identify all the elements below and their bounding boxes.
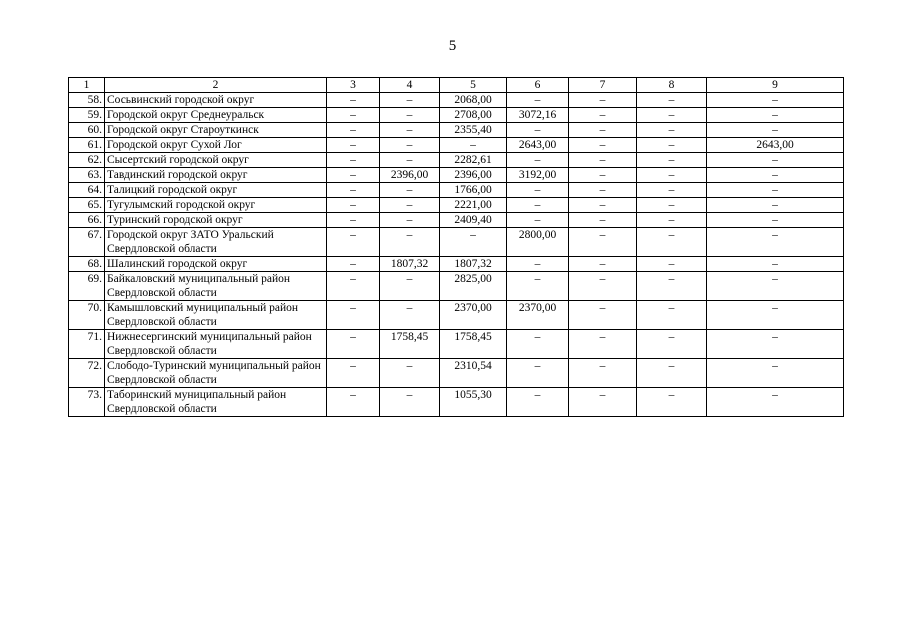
value-cell-3: – <box>327 93 380 108</box>
table-row <box>69 228 844 257</box>
value-cell-5: 2370,00 <box>440 301 507 330</box>
municipality-name-cell: Тавдинский городской округ <box>105 168 327 183</box>
value-cell-3: – <box>327 359 380 388</box>
table-row <box>69 153 844 168</box>
value-cell-9: – <box>707 257 844 272</box>
row-number-cell: 66. <box>69 213 105 228</box>
value-cell-4: 1758,45 <box>380 330 440 359</box>
value-cell-5: 1807,32 <box>440 257 507 272</box>
value-cell-3: – <box>327 168 380 183</box>
municipality-name-cell: Туринский городской округ <box>105 213 327 228</box>
value-cell-7: – <box>569 93 637 108</box>
value-cell-8: – <box>637 257 707 272</box>
value-cell-8: – <box>637 213 707 228</box>
table-row <box>69 272 844 301</box>
value-cell-5: 2409,40 <box>440 213 507 228</box>
value-cell-8: – <box>637 198 707 213</box>
row-number-cell: 68. <box>69 257 105 272</box>
value-cell-9: – <box>707 93 844 108</box>
value-cell-6: 3072,16 <box>507 108 569 123</box>
column-header: 3 <box>327 78 380 93</box>
value-cell-8: – <box>637 330 707 359</box>
value-cell-3: – <box>327 213 380 228</box>
municipality-name-cell: Слободо-Туринский муниципальный район Свердловской области <box>105 359 327 388</box>
value-cell-6: 2800,00 <box>507 228 569 257</box>
value-cell-9: – <box>707 123 844 138</box>
value-cell-7: – <box>569 388 637 417</box>
value-cell-8: – <box>637 108 707 123</box>
table-body <box>69 93 844 417</box>
value-cell-6: – <box>507 359 569 388</box>
value-cell-4: – <box>380 359 440 388</box>
municipality-name-cell: Сысертский городской округ <box>105 153 327 168</box>
value-cell-5: 2282,61 <box>440 153 507 168</box>
value-cell-5: 2221,00 <box>440 198 507 213</box>
column-header: 8 <box>637 78 707 93</box>
row-number-cell: 58. <box>69 93 105 108</box>
table-row <box>69 359 844 388</box>
column-header: 1 <box>69 78 105 93</box>
table-row <box>69 213 844 228</box>
value-cell-9: – <box>707 213 844 228</box>
municipality-name-cell: Таборинский муниципальный район Свердловской области <box>105 388 327 417</box>
table-row <box>69 108 844 123</box>
value-cell-8: – <box>637 183 707 198</box>
municipality-name-cell: Городской округ ЗАТО Уральский Свердловской области <box>105 228 327 257</box>
row-number-cell: 70. <box>69 301 105 330</box>
value-cell-6: – <box>507 198 569 213</box>
value-cell-3: – <box>327 272 380 301</box>
municipality-name-cell: Нижнесергинский муниципальный район Свердловской области <box>105 330 327 359</box>
value-cell-9: – <box>707 388 844 417</box>
value-cell-3: – <box>327 183 380 198</box>
municipality-name-cell: Городской округ Среднеуральск <box>105 108 327 123</box>
value-cell-7: – <box>569 123 637 138</box>
row-number-cell: 64. <box>69 183 105 198</box>
value-cell-6: – <box>507 183 569 198</box>
row-number-cell: 65. <box>69 198 105 213</box>
value-cell-5: 2310,54 <box>440 359 507 388</box>
value-cell-8: – <box>637 228 707 257</box>
value-cell-5: – <box>440 138 507 153</box>
column-header: 2 <box>105 78 327 93</box>
value-cell-4: – <box>380 388 440 417</box>
value-cell-4: – <box>380 213 440 228</box>
value-cell-9: – <box>707 168 844 183</box>
municipality-name-cell: Сосьвинский городской округ <box>105 93 327 108</box>
value-cell-8: – <box>637 168 707 183</box>
value-cell-8: – <box>637 388 707 417</box>
table-row <box>69 257 844 272</box>
value-cell-4: – <box>380 183 440 198</box>
row-number-cell: 72. <box>69 359 105 388</box>
value-cell-8: – <box>637 93 707 108</box>
table-row <box>69 93 844 108</box>
value-cell-6: – <box>507 153 569 168</box>
value-cell-6: – <box>507 93 569 108</box>
table-row <box>69 301 844 330</box>
value-cell-6: 2643,00 <box>507 138 569 153</box>
row-number-cell: 60. <box>69 123 105 138</box>
value-cell-4: – <box>380 301 440 330</box>
municipality-name-cell: Шалинский городской округ <box>105 257 327 272</box>
value-cell-6: 2370,00 <box>507 301 569 330</box>
value-cell-9: 2643,00 <box>707 138 844 153</box>
value-cell-5: 1766,00 <box>440 183 507 198</box>
table-row <box>69 330 844 359</box>
value-cell-5: 2708,00 <box>440 108 507 123</box>
column-header: 5 <box>440 78 507 93</box>
table-row <box>69 198 844 213</box>
value-cell-7: – <box>569 108 637 123</box>
value-cell-4: – <box>380 93 440 108</box>
row-number-cell: 73. <box>69 388 105 417</box>
value-cell-3: – <box>327 138 380 153</box>
value-cell-4: – <box>380 123 440 138</box>
value-cell-3: – <box>327 301 380 330</box>
value-cell-7: – <box>569 257 637 272</box>
value-cell-8: – <box>637 138 707 153</box>
value-cell-8: – <box>637 301 707 330</box>
value-cell-5: 2825,00 <box>440 272 507 301</box>
data-table <box>68 77 844 417</box>
value-cell-6: – <box>507 213 569 228</box>
value-cell-5: 2068,00 <box>440 93 507 108</box>
column-header: 4 <box>380 78 440 93</box>
value-cell-4: 1807,32 <box>380 257 440 272</box>
table-row <box>69 388 844 417</box>
value-cell-5: 2396,00 <box>440 168 507 183</box>
row-number-cell: 61. <box>69 138 105 153</box>
row-number-cell: 69. <box>69 272 105 301</box>
table-row <box>69 123 844 138</box>
header-row <box>69 78 844 93</box>
value-cell-6: – <box>507 123 569 138</box>
value-cell-7: – <box>569 228 637 257</box>
value-cell-3: – <box>327 388 380 417</box>
value-cell-9: – <box>707 301 844 330</box>
value-cell-4: – <box>380 108 440 123</box>
column-header: 7 <box>569 78 637 93</box>
value-cell-7: – <box>569 301 637 330</box>
value-cell-3: – <box>327 198 380 213</box>
value-cell-4: – <box>380 228 440 257</box>
municipality-name-cell: Тугулымский городской округ <box>105 198 327 213</box>
value-cell-9: – <box>707 153 844 168</box>
page-number: 5 <box>448 38 457 54</box>
value-cell-9: – <box>707 183 844 198</box>
value-cell-6: – <box>507 330 569 359</box>
column-header: 9 <box>707 78 844 93</box>
municipality-name-cell: Городской округ Староуткинск <box>105 123 327 138</box>
value-cell-7: – <box>569 198 637 213</box>
value-cell-3: – <box>327 153 380 168</box>
row-number-cell: 71. <box>69 330 105 359</box>
value-cell-3: – <box>327 330 380 359</box>
municipality-name-cell: Городской округ Сухой Лог <box>105 138 327 153</box>
value-cell-7: – <box>569 330 637 359</box>
value-cell-7: – <box>569 272 637 301</box>
value-cell-9: – <box>707 359 844 388</box>
value-cell-4: – <box>380 272 440 301</box>
value-cell-7: – <box>569 183 637 198</box>
value-cell-8: – <box>637 123 707 138</box>
value-cell-8: – <box>637 153 707 168</box>
value-cell-5: 2355,40 <box>440 123 507 138</box>
value-cell-7: – <box>569 138 637 153</box>
value-cell-7: – <box>569 153 637 168</box>
municipality-name-cell: Байкаловский муниципальный район Свердловской области <box>105 272 327 301</box>
row-number-cell: 59. <box>69 108 105 123</box>
value-cell-5: 1758,45 <box>440 330 507 359</box>
value-cell-4: – <box>380 153 440 168</box>
value-cell-7: – <box>569 168 637 183</box>
value-cell-5: – <box>440 228 507 257</box>
table-row <box>69 183 844 198</box>
row-number-cell: 62. <box>69 153 105 168</box>
value-cell-9: – <box>707 228 844 257</box>
value-cell-9: – <box>707 272 844 301</box>
value-cell-4: 2396,00 <box>380 168 440 183</box>
value-cell-3: – <box>327 257 380 272</box>
value-cell-3: – <box>327 123 380 138</box>
value-cell-6: – <box>507 257 569 272</box>
value-cell-6: – <box>507 272 569 301</box>
table-row <box>69 168 844 183</box>
column-header: 6 <box>507 78 569 93</box>
value-cell-4: – <box>380 198 440 213</box>
value-cell-3: – <box>327 228 380 257</box>
value-cell-9: – <box>707 330 844 359</box>
value-cell-6: 3192,00 <box>507 168 569 183</box>
value-cell-4: – <box>380 138 440 153</box>
value-cell-9: – <box>707 198 844 213</box>
value-cell-8: – <box>637 359 707 388</box>
value-cell-5: 1055,30 <box>440 388 507 417</box>
table-row <box>69 138 844 153</box>
value-cell-6: – <box>507 388 569 417</box>
value-cell-7: – <box>569 359 637 388</box>
value-cell-7: – <box>569 213 637 228</box>
value-cell-9: – <box>707 108 844 123</box>
row-number-cell: 63. <box>69 168 105 183</box>
value-cell-8: – <box>637 272 707 301</box>
row-number-cell: 67. <box>69 228 105 257</box>
value-cell-3: – <box>327 108 380 123</box>
municipality-name-cell: Камышловский муниципальный район Свердловской области <box>105 301 327 330</box>
municipality-name-cell: Талицкий городской округ <box>105 183 327 198</box>
